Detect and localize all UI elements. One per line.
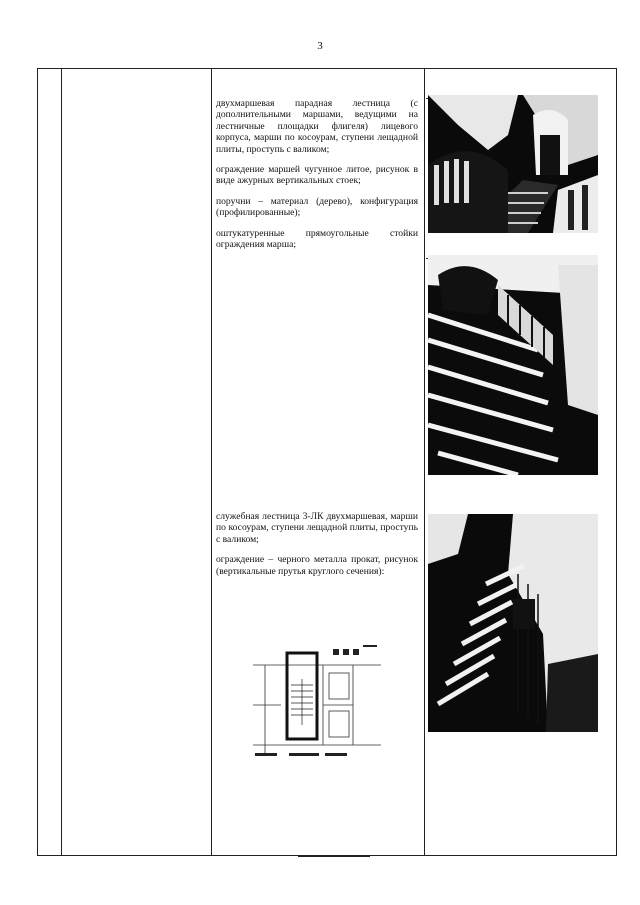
paragraph: ограждение маршей чугунное литое, рисунок в виде ажурных вертикальных стоек; [216, 164, 418, 187]
paragraph: ограждение – черного металла прокат, рисунок (вертикальные прутья круглого сечения): [216, 554, 418, 577]
column-divider [424, 69, 425, 855]
floor-plan-drawing [253, 645, 381, 775]
bottom-rule [298, 855, 370, 857]
row-2-description [216, 511, 418, 586]
paragraph: поручни – материал (дерево), конфигурация (профилированные); [216, 195, 418, 219]
photo-main-staircase-1 [428, 95, 598, 233]
paragraph: двухмаршевая парадная лестница (с дополнительными маршами, ведущими на лестничные площадки флигеля) лицевого корпуса, марши по косоурам, ступени лещадной плиты, проступь с валиком; [216, 98, 418, 155]
column-divider [61, 69, 62, 855]
paragraph: служебная лестница 3-ЛК двухмаршевая, марши по косоурам, ступени лещадной плиты, проступь с валиком; [216, 511, 418, 545]
page-number: 3 [317, 40, 323, 52]
paragraph: оштукатуренные прямоугольные стойки ограждения марша; [216, 227, 418, 251]
photo-main-staircase-2 [428, 255, 598, 475]
column-divider [211, 69, 212, 855]
row-1-description [216, 98, 418, 259]
photo-service-staircase [428, 514, 598, 732]
